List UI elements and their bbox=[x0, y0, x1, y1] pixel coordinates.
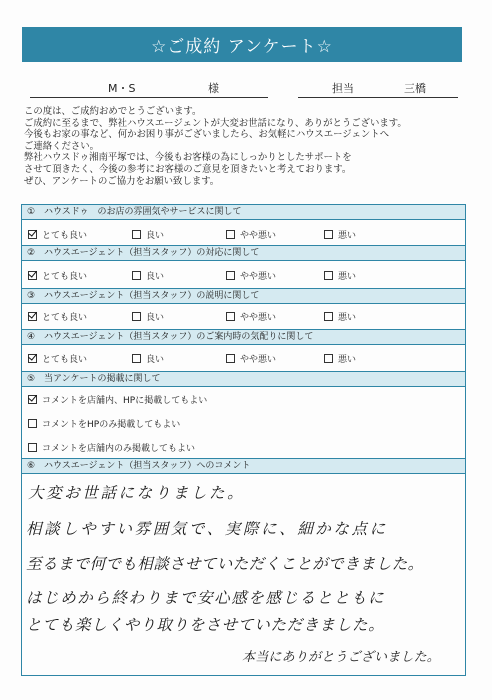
checkbox[interactable] bbox=[28, 443, 37, 452]
checkbox[interactable] bbox=[28, 312, 37, 321]
q1-option-very-good[interactable]: とても良い bbox=[28, 228, 87, 241]
q4-option-good[interactable]: 良い bbox=[132, 352, 164, 365]
question-header-1: ① ハウスドゥ のお店の雰囲気やサービスに関して bbox=[22, 205, 465, 220]
q1-option-bad[interactable]: 悪い bbox=[324, 228, 356, 241]
intro-line: 今後もお家の事など、何かお困り事がございましたら、お気軽にハウスエージェントへ bbox=[24, 129, 389, 141]
intro-line: ぜひ、アンケートのご協力をお願い致します。 bbox=[24, 175, 220, 187]
q2-option-bad[interactable]: 悪い bbox=[324, 269, 356, 282]
customer-line bbox=[30, 77, 268, 98]
checkbox[interactable] bbox=[226, 230, 235, 239]
customer-name: M・S bbox=[108, 82, 136, 95]
checkbox[interactable] bbox=[226, 271, 235, 280]
checkbox[interactable] bbox=[132, 312, 141, 321]
checkbox[interactable] bbox=[28, 419, 37, 428]
checkbox[interactable] bbox=[28, 354, 37, 363]
question-header-6: ⑥ ハウスエージェント（担当スタッフ）へのコメント bbox=[22, 458, 465, 474]
q4-option-very-good[interactable]: とても良い bbox=[28, 352, 87, 365]
q4-option-somewhat-bad[interactable]: やや悪い bbox=[226, 352, 276, 365]
question-header-2: ② ハウスエージェント（担当スタッフ）の対応に関して bbox=[22, 245, 465, 261]
checkbox[interactable] bbox=[226, 354, 235, 363]
q3-option-good[interactable]: 良い bbox=[132, 310, 164, 323]
checkbox[interactable] bbox=[324, 230, 333, 239]
comment-line: とても楽しくやり取りをさせていただきました。 bbox=[26, 616, 385, 634]
staff-label: 担当 bbox=[332, 82, 354, 95]
publish-option-store-only[interactable]: コメントを店舗内のみ掲載してもよい bbox=[28, 441, 195, 454]
question-header-5: ⑤ 当アンケートの掲載に関して bbox=[22, 371, 465, 387]
q1-option-somewhat-bad[interactable]: やや悪い bbox=[226, 228, 276, 241]
comment-line: はじめから終わりまで安心感を感じるとともに bbox=[26, 589, 386, 607]
handwritten-comment bbox=[22, 473, 465, 675]
comment-line: 至るまで何でも相談させていただくことができました。 bbox=[26, 555, 424, 573]
q4-option-bad[interactable]: 悪い bbox=[324, 352, 356, 365]
checkbox[interactable] bbox=[324, 271, 333, 280]
intro-line: この度は、ご成約おめでとうございます。 bbox=[24, 106, 202, 117]
staff-name: 三橋 bbox=[404, 82, 426, 95]
checkbox[interactable] bbox=[226, 312, 235, 321]
checkbox[interactable] bbox=[132, 354, 141, 363]
comment-line: 大変お世話になりました。 bbox=[28, 484, 246, 502]
checkbox[interactable] bbox=[28, 271, 37, 280]
checkbox[interactable] bbox=[28, 395, 37, 404]
comment-line: 相談しやすい雰囲気で、実際に、細かな点に bbox=[26, 520, 388, 538]
checkbox[interactable] bbox=[132, 271, 141, 280]
q2-option-somewhat-bad[interactable]: やや悪い bbox=[226, 269, 276, 282]
q3-option-bad[interactable]: 悪い bbox=[324, 310, 356, 323]
question-header-4: ④ ハウスエージェント（担当スタッフ）のご案内時の気配りに関して bbox=[22, 329, 465, 345]
question-header-3: ③ ハウスエージェント（担当スタッフ）の説明に関して bbox=[22, 288, 465, 304]
customer-suffix: 様 bbox=[208, 82, 219, 95]
comment-line: 本当にありがとうございました。 bbox=[242, 650, 441, 665]
intro-text bbox=[24, 106, 464, 187]
q1-option-good[interactable]: 良い bbox=[132, 228, 164, 241]
intro-line: ご連絡ください。 bbox=[24, 140, 100, 152]
q3-option-very-good[interactable]: とても良い bbox=[28, 310, 87, 323]
q3-option-somewhat-bad[interactable]: やや悪い bbox=[226, 310, 276, 323]
survey-title: ☆ご成約 アンケート☆ bbox=[22, 27, 462, 62]
publish-option-hp-only[interactable]: コメントをHPのみ掲載してもよい bbox=[28, 417, 180, 430]
staff-line bbox=[298, 77, 458, 98]
publish-option-store-and-hp[interactable]: コメントを店舗内、HPに掲載してもよい bbox=[28, 393, 207, 406]
checkbox[interactable] bbox=[132, 230, 141, 239]
checkbox[interactable] bbox=[324, 312, 333, 321]
q2-option-good[interactable]: 良い bbox=[132, 269, 164, 282]
checkbox[interactable] bbox=[324, 354, 333, 363]
checkbox[interactable] bbox=[28, 230, 37, 239]
survey-table bbox=[21, 204, 466, 676]
q2-option-very-good[interactable]: とても良い bbox=[28, 269, 87, 282]
intro-line: 弊社ハウスドゥ湘南平塚では、今後もお客様の為にしっかりとしたサポートを bbox=[24, 152, 352, 164]
intro-line: させて頂きたく、今後の参考にお客様のご意見を頂きたいと考えております。 bbox=[24, 163, 352, 175]
intro-line: ご成約に至るまで、弊社ハウスエージェントが大変お世話になり、ありがとうございます。 bbox=[24, 117, 407, 129]
